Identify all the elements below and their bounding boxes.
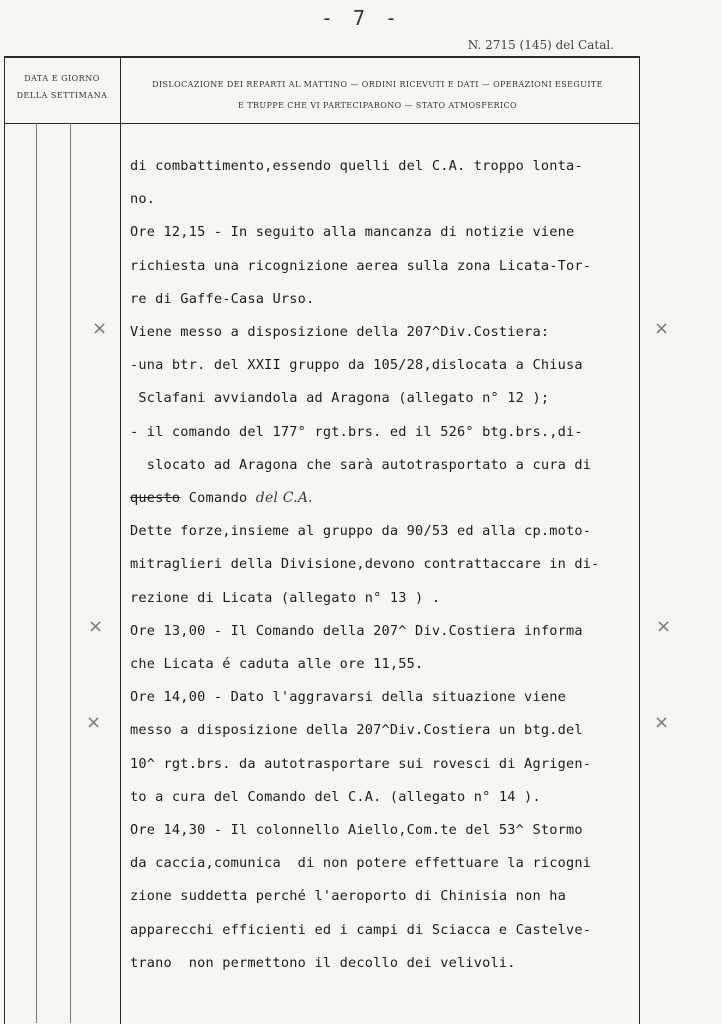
- header-bottom-rule: [4, 123, 640, 124]
- text-line: richiesta una ricognizione aerea sulla zona Licata-Tor-: [130, 257, 592, 274]
- text-line: Ore 14,30 - Il colonnello Aiello,Com.te del 53^ Stormo: [130, 822, 583, 839]
- header-operations-line1: DISLOCAZIONE DEI REPARTI AL MATTINO — ORDINI RICEVUTI E DATI — OPERAZIONI ESEGUITE: [152, 80, 603, 89]
- text-line: messo a disposizione della 207^Div.Costiera un btg.del: [130, 722, 583, 739]
- page-number: - 7 -: [320, 6, 402, 30]
- margin-check-mark: ×: [92, 318, 108, 339]
- text-line: Ore 12,15 - In seguito alla mancanza di notizie viene: [130, 224, 575, 241]
- text-line: Dette forze,insieme al gruppo da 90/53 ed alla cp.moto-: [130, 523, 592, 540]
- header-operations-line2: E TRUPPE CHE VI PARTECIPARONO — STATO ATMOSFERICO: [238, 101, 517, 110]
- margin-check-mark: ×: [654, 712, 670, 733]
- date-subcolumn-rule-2: [70, 123, 71, 1023]
- handwritten-correction: del C.A.: [255, 490, 313, 507]
- text-line: no.: [130, 191, 156, 208]
- catalog-reference: N. 2715 (145) del Catal.: [467, 38, 614, 52]
- text-line: che Licata é caduta alle ore 11,55.: [130, 656, 424, 673]
- margin-check-mark: ×: [654, 318, 670, 339]
- text-line: Sclafani avviandola ad Aragona (allegato n° 12 );: [130, 390, 550, 407]
- date-subcolumn-rule-1: [36, 123, 37, 1023]
- text-line: apparecchi efficienti ed i campi di Sciacca e Castelve-: [130, 921, 592, 938]
- text-line: to a cura del Comando del C.A. (allegato n° 14 ).: [130, 788, 541, 805]
- text-line: zione suddetta perché l'aeroporto di Chinisia non ha: [130, 888, 566, 905]
- top-rule: [4, 56, 640, 58]
- text-fragment: Comando: [180, 490, 248, 507]
- header-operations-column: [130, 74, 625, 116]
- text-line: trano non permettono il decollo dei velivoli.: [130, 954, 516, 971]
- margin-check-mark: ×: [86, 712, 102, 733]
- text-line: slocato ad Aragona che sarà autotrasportato a cura di: [130, 456, 592, 473]
- margin-check-mark: ×: [656, 616, 672, 637]
- left-border-rule: [4, 56, 5, 1024]
- header-date-label: DATA E GIORNO: [24, 74, 100, 83]
- text-line: Ore 13,00 - Il Comando della 207^ Div.Costiera informa: [130, 622, 583, 639]
- right-border-rule: [639, 56, 640, 1024]
- diary-entry-text: [130, 150, 630, 980]
- text-line: mitraglieri della Divisione,devono contrattaccare in di-: [130, 556, 600, 573]
- column-divider-rule: [120, 56, 121, 1024]
- text-line: [130, 482, 630, 515]
- text-line: - il comando del 177° rgt.brs. ed il 526° btg.brs.,di-: [130, 423, 583, 440]
- text-line: rezione di Licata (allegato n° 13 ) .: [130, 589, 441, 606]
- text-line: -una btr. del XXII gruppo da 105/28,dislocata a Chiusa: [130, 357, 583, 374]
- text-line: 10^ rgt.brs. da autotrasportare sui rovesci di Agrigen-: [130, 755, 592, 772]
- text-line: di combattimento,essendo quelli del C.A. troppo lonta-: [130, 158, 583, 174]
- header-weekday-label: DELLA SETTIMANA: [16, 91, 108, 100]
- struck-word: questo: [130, 490, 181, 507]
- text-line: Ore 14,00 - Dato l'aggravarsi della situazione viene: [130, 689, 566, 706]
- text-line: da caccia,comunica di non potere effettuare la ricogni: [130, 855, 592, 872]
- header-date-column: [6, 70, 118, 104]
- text-line: Viene messo a disposizione della 207^Div.Costiera:: [130, 324, 550, 341]
- margin-check-mark: ×: [88, 616, 104, 637]
- text-line: re di Gaffe-Casa Urso.: [130, 290, 315, 307]
